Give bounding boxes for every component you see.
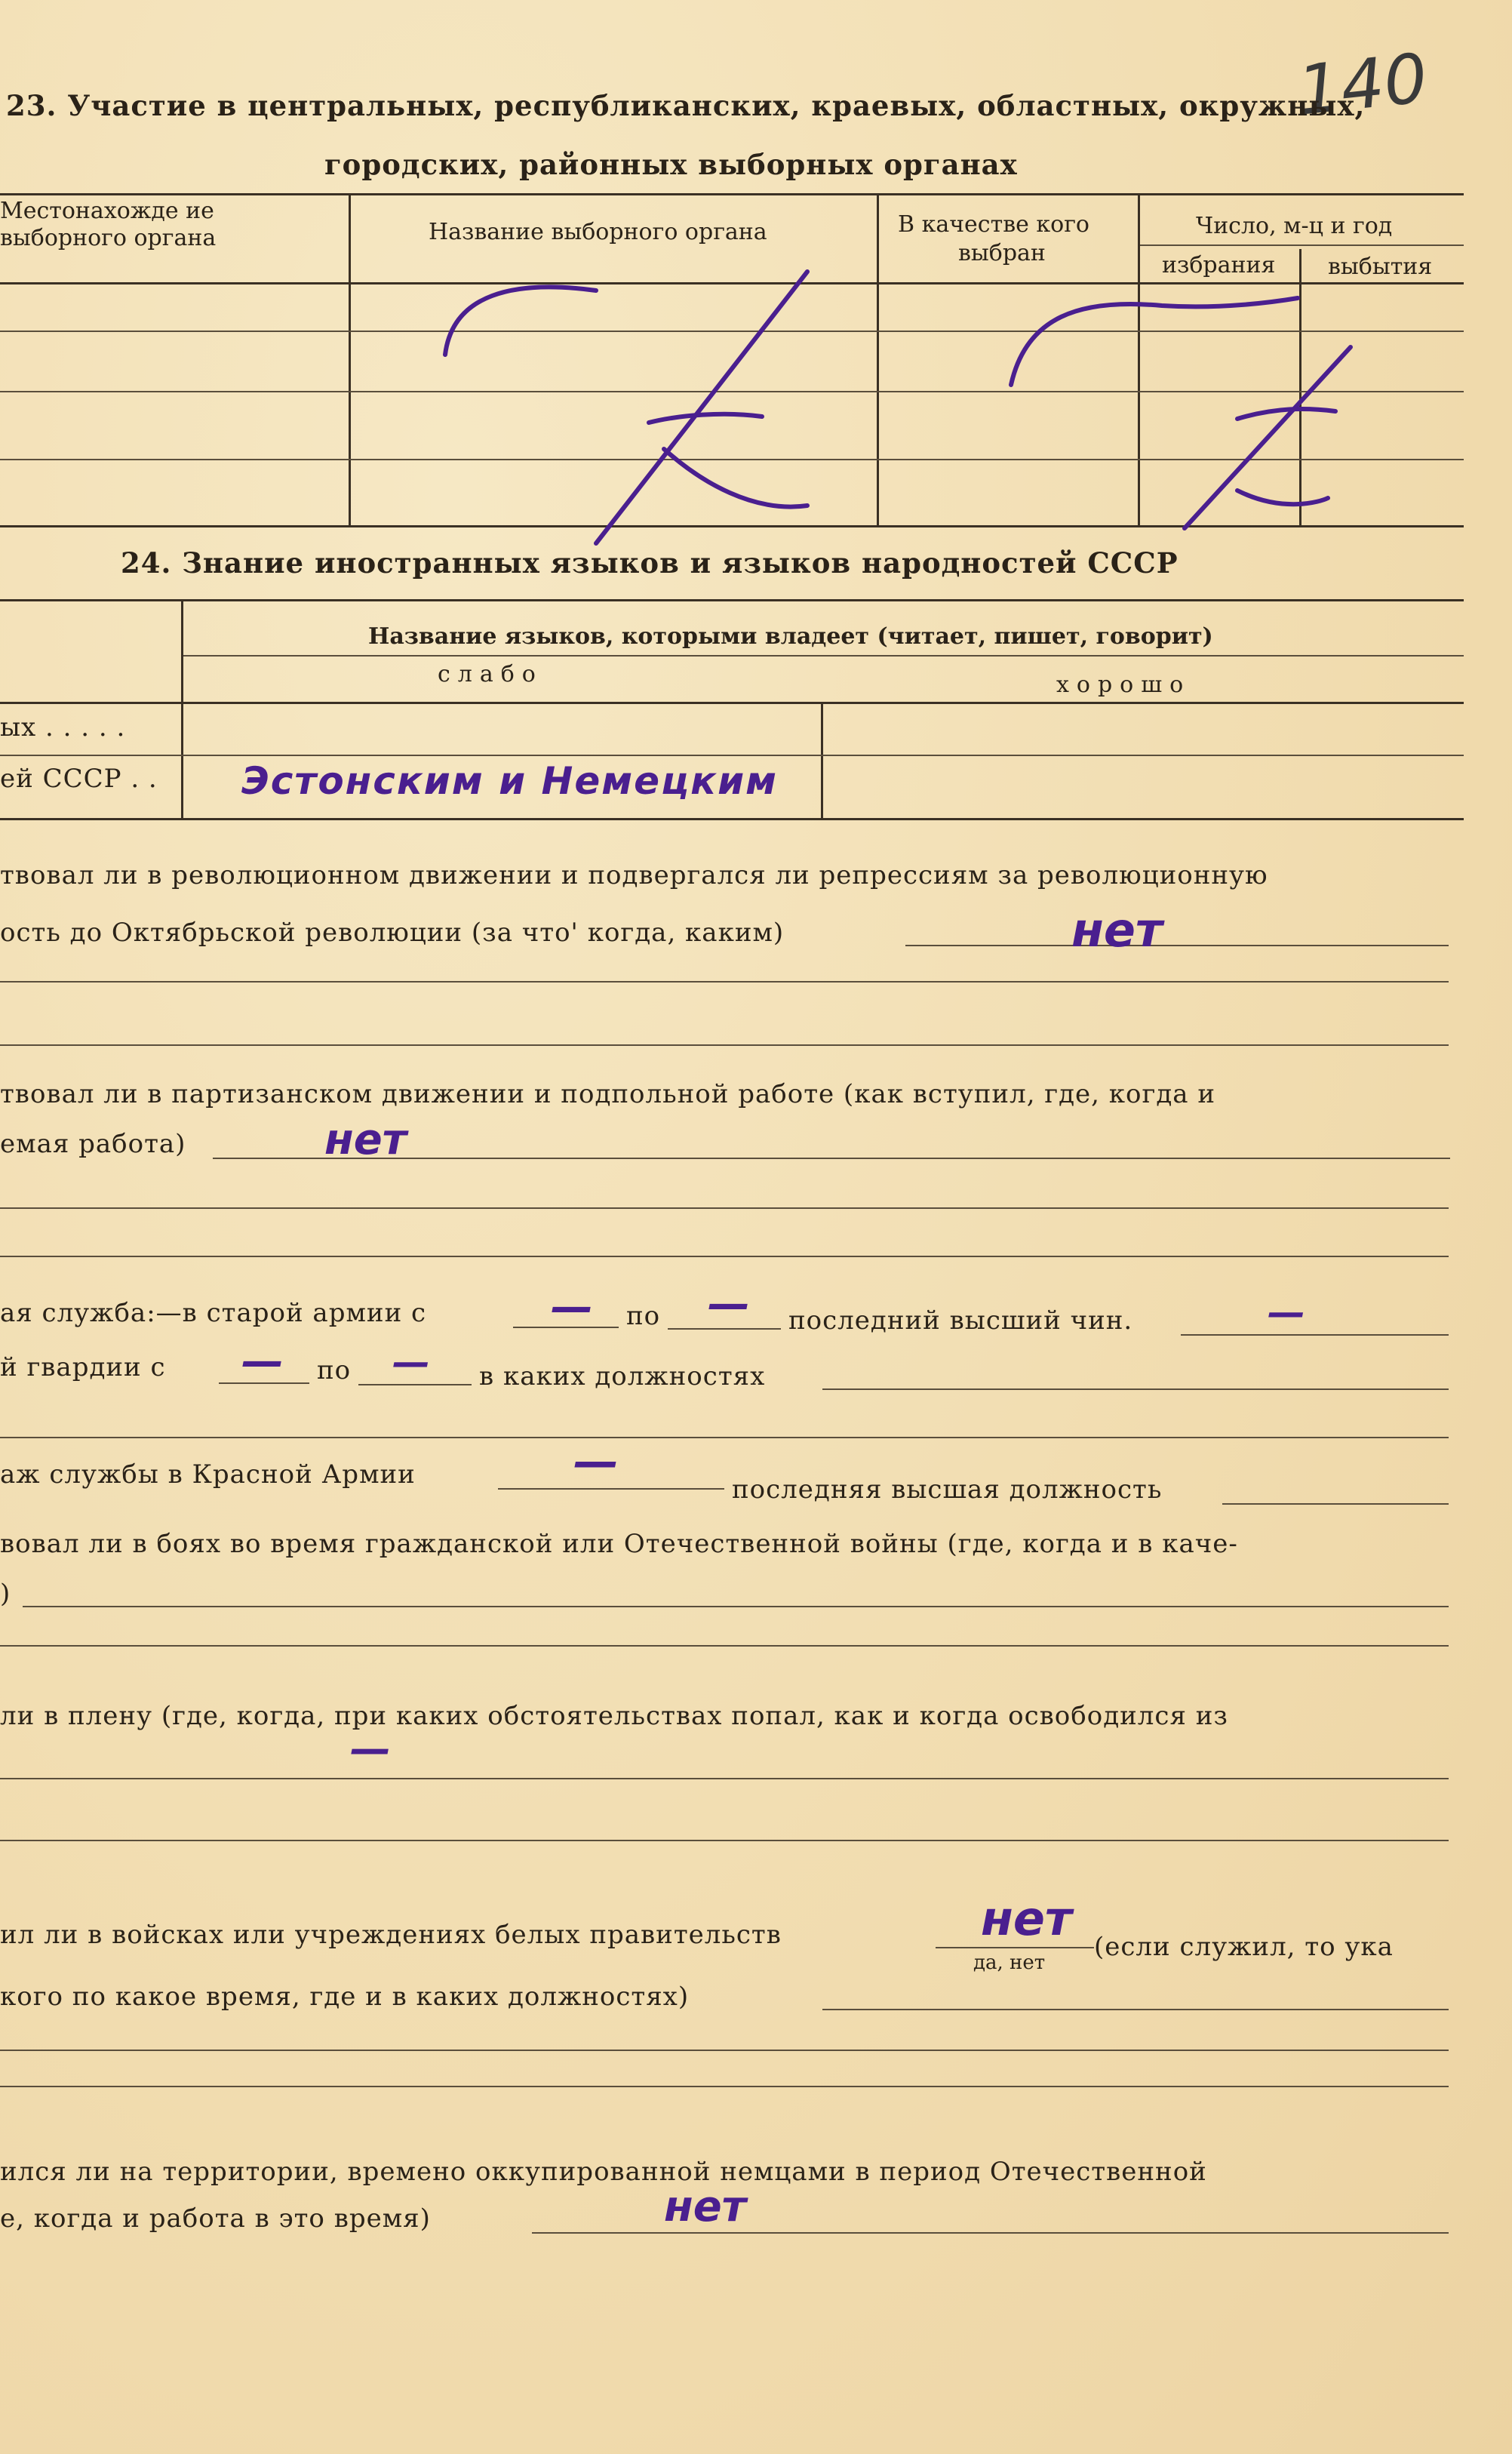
row-ussr-label: ей СССР . . [0, 764, 158, 794]
q-military-line-1c: последний высший чин. [788, 1305, 1133, 1336]
good-header: хорошо [1056, 672, 1191, 698]
q-red-army-line-3: ) [0, 1579, 11, 1609]
page-number: 140 [1293, 38, 1431, 131]
section-23-title: 23. Участие в центральных, республиканских, краевых, областных, окружных, [6, 89, 1366, 122]
q-revolution-line-2: ость до Октябрьской революции (за что' когда, каким) [0, 918, 785, 948]
col-elected-header: избрания [1162, 252, 1276, 278]
row-foreign-label: ых . . . . . [0, 712, 126, 743]
q-occupied-line-1: ился ли на территории, времено оккупированной немцами в период Отечественной [0, 2157, 1207, 2187]
q-military-line-2b: по [317, 1355, 352, 1385]
q-white-yes-no: да, нет [973, 1951, 1046, 1974]
q-military-dash-1: — [551, 1283, 593, 1332]
q-military-line-2a: й гвардии с [0, 1352, 166, 1382]
section-24-title: 24. Знание иностранных языков и языков народностей СССР [121, 546, 1179, 580]
q-military-line-1a: ая служба:—в старой армии с [0, 1298, 427, 1328]
section-23-subtitle: городских, районных выборных органах [324, 148, 1018, 181]
col-location-header-2: выборного органа [0, 225, 217, 251]
q-white-line-1a: ил ли в войсках или учреждениях белых правительств [0, 1920, 782, 1950]
col-left-header: выбытия [1328, 254, 1433, 280]
q-captivity-dash: — [350, 1725, 391, 1773]
weak-header: слабо [438, 661, 543, 687]
col-date-header: Число, м-ц и год [1196, 213, 1393, 239]
q-revolution-line-1: твовал ли в революционном движении и подвергался ли репрессиям за революционную [0, 860, 1268, 890]
q-military-dash-3: — [1268, 1290, 1305, 1334]
q-partisan-line-1: твовал ли в партизанском движении и подпольной работе (как вступил, где, когда и [0, 1079, 1215, 1109]
q-white-line-1b: (если служил, то ука [1094, 1932, 1394, 1962]
q-partisan-line-2: емая работа) [0, 1129, 186, 1159]
q-military-dash-4: — [241, 1337, 284, 1386]
q-military-line-1b: по [626, 1301, 661, 1331]
q-military-dash-2: — [708, 1280, 750, 1329]
q-red-army-dash: — [573, 1435, 619, 1488]
q-white-line-2: кого по какое время, где и в каких должностях) [0, 1982, 690, 2012]
col-role-header-1: В качестве кого [898, 211, 1089, 238]
q-occupied-answer: нет [664, 2182, 747, 2231]
q-partisan-answer: нет [324, 1115, 407, 1164]
q-occupied-line-2: е, когда и работа в это время) [0, 2203, 431, 2234]
q-revolution-answer: нет [1071, 903, 1163, 958]
col-role-header-2: выбран [958, 240, 1046, 266]
languages-header: Название языков, которыми владеет (читает, пишет, говорит) [368, 623, 1213, 650]
answer-ussr-weak: Эстонским и Немецким [241, 759, 778, 803]
q-red-army-line-1a: аж службы в Красной Армии [0, 1459, 416, 1490]
q-military-dash-5: — [392, 1340, 430, 1384]
col-location-header-1: Местонахожде ие [0, 198, 214, 224]
q-white-answer: нет [981, 1891, 1072, 1946]
q-military-line-2c: в каких должностях [479, 1361, 766, 1392]
q-red-army-line-1b: последняя высшая должность [732, 1475, 1163, 1505]
col-name-header: Название выборного органа [429, 219, 767, 245]
q-red-army-line-2: вовал ли в боях во время гражданской или Отечественной войны (где, когда и в каче- [0, 1529, 1238, 1559]
q-captivity-line-1: ли в плену (где, когда, при каких обстоятельствах попал, как и когда освободился из [0, 1701, 1228, 1731]
